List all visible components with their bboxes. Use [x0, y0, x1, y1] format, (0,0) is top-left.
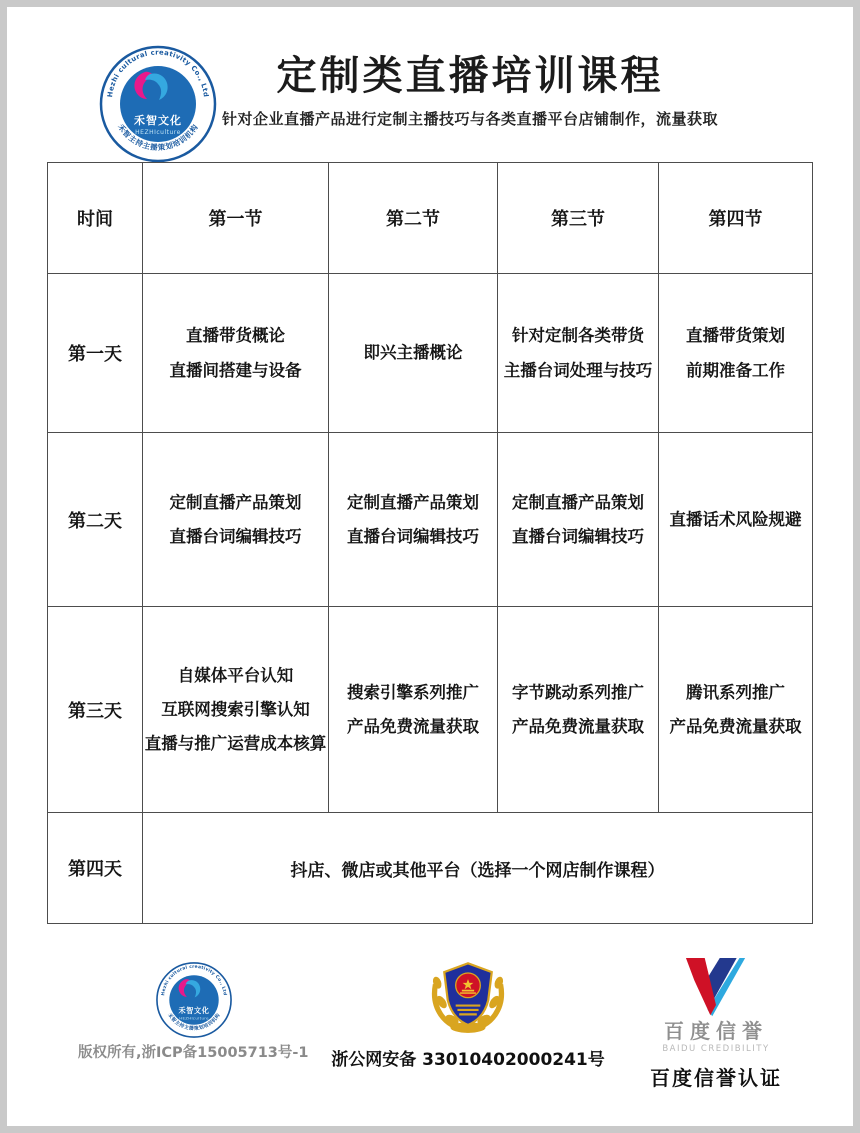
cell-line: 定制直播产品策划: [512, 492, 644, 512]
course-schedule-table: [47, 162, 813, 924]
table-cell: [329, 274, 498, 433]
police-registration-text: 浙公网安备 33010402000241号: [331, 1050, 605, 1070]
cell-line: 自媒体平台认知: [177, 665, 294, 685]
icp-license-text: 版权所有,浙ICP备15005713号-1: [78, 1045, 309, 1061]
cell-line: 直播台词编辑技巧: [169, 527, 302, 546]
table-cell: [498, 607, 659, 813]
cell-line: 前期准备工作: [686, 360, 785, 380]
table-cell: [329, 607, 498, 813]
page-subtitle: 针对企业直播产品进行定制主播技巧与各类直播平台店铺制作，流量获取: [221, 110, 718, 128]
cell-line: 即兴主播概论: [363, 343, 463, 363]
cell-line: 产品免费流量获取: [347, 717, 479, 736]
table-cell: [143, 274, 329, 433]
baidu-credibility-block: [640, 958, 792, 1091]
col-header-time: 时间: [48, 163, 143, 274]
table-row: [48, 433, 813, 607]
police-badge-icon: [424, 955, 512, 1035]
table-cell: [498, 433, 659, 607]
cell-line: 针对定制各类带货: [512, 326, 644, 346]
col-header-session2: 第二节: [329, 163, 498, 274]
table-cell: [659, 433, 813, 607]
table-row: [48, 607, 813, 813]
cell-line: 直播台词编辑技巧: [512, 527, 644, 546]
merged-cell: 抖店、微店或其他平台（选择一个网店制作课程）: [143, 813, 813, 924]
baidu-credibility-name-en: BAIDU CREDIBILITY: [662, 1044, 770, 1054]
day-label: 第三天: [48, 607, 143, 813]
header: [220, 52, 720, 129]
cell-line: 定制直播产品策划: [169, 492, 302, 512]
baidu-certification-text: 百度信誉认证: [650, 1066, 782, 1090]
col-header-session1: 第一节: [143, 163, 329, 274]
page-title: 定制类直播培训课程: [276, 53, 664, 99]
table-header-row: [48, 163, 813, 274]
table-cell: [329, 433, 498, 607]
cell-line: 直播带货概论: [186, 326, 285, 346]
col-header-session4: 第四节: [659, 163, 813, 274]
cell-line: 直播带货策划: [686, 326, 785, 346]
col-header-session3: 第三节: [498, 163, 659, 274]
cell-line: 互联网搜索引擎认知: [161, 699, 310, 719]
cell-line: 搜索引擎系列推广: [347, 682, 479, 702]
cell-line: 直播与推广运营成本核算: [144, 734, 327, 754]
table-cell: [659, 274, 813, 433]
day-label: 第二天: [48, 433, 143, 607]
table-cell: [498, 274, 659, 433]
day-label: 第一天: [48, 274, 143, 433]
cell-line: 产品免费流量获取: [512, 717, 644, 736]
baidu-credibility-icon: [679, 958, 753, 1020]
table-row: [48, 274, 813, 433]
table-cell: [143, 433, 329, 607]
cell-line: 直播间搭建与设备: [169, 360, 302, 380]
baidu-credibility-name: 百度信誉: [664, 1019, 768, 1043]
table-cell: [659, 607, 813, 813]
cell-line: 定制直播产品策划: [347, 492, 479, 512]
footer-company-logo-icon: [155, 961, 233, 1039]
table-cell: [143, 607, 329, 813]
cell-line: 直播话术风险规避: [669, 509, 802, 529]
company-logo-icon: [98, 44, 218, 164]
cell-line: 腾讯系列推广: [686, 682, 785, 702]
table-row: [48, 813, 813, 924]
cell-line: 直播台词编辑技巧: [347, 527, 479, 546]
cell-line: 主播台词处理与技巧: [503, 360, 653, 380]
cell-line: 产品免费流量获取: [669, 717, 802, 736]
cell-line: 字节跳动系列推广: [512, 682, 644, 702]
day-label: 第四天: [48, 813, 143, 924]
